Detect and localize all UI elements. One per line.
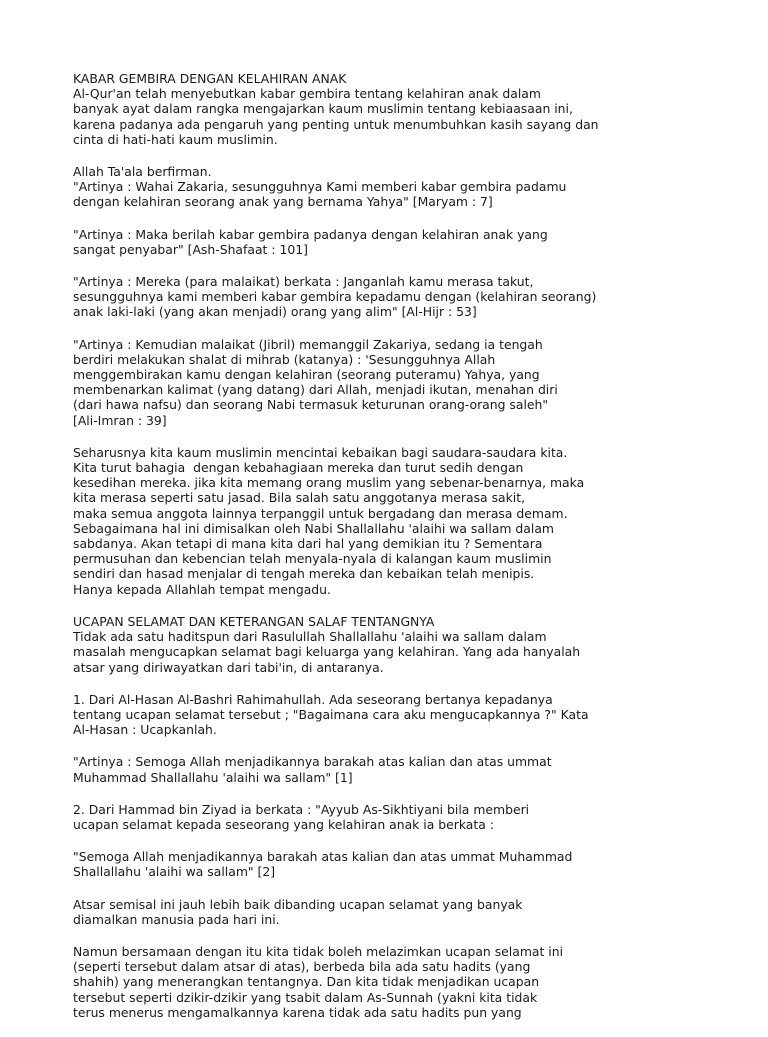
- text-line: Kita turut bahagia dengan kebahagiaan mereka dan turut sedih dengan: [73, 460, 524, 476]
- text-line: diamalkan manusia pada hari ini.: [73, 911, 280, 927]
- text-line: kesedihan mereka. jika kita memang orang muslim yang sebenar-benarnya, maka: [73, 475, 585, 491]
- text-line: sabdanya. Akan tetapi di mana kita dari hal yang demikian itu ? Sementara: [73, 536, 543, 552]
- document-page: [73, 71, 633, 1037]
- text-line: Namun bersamaan dengan itu kita tidak boleh melazimkan ucapan selamat ini: [73, 943, 564, 959]
- text-line: menggembirakan kamu dengan kelahiran (seorang puteramu) Yahya, yang: [73, 367, 540, 383]
- text-line: sangat penyabar" [Ash-Shafaat : 101]: [73, 241, 308, 257]
- paragraph-atsar-better: [73, 897, 633, 927]
- text-line: Allah Ta'ala berfirman.: [73, 164, 212, 180]
- text-line: sendiri dan hasad menjalar di tengah mereka dan kebaikan telah menipis.: [73, 566, 535, 582]
- paragraph-quote-ali-imran: [73, 337, 633, 428]
- text-line: Seharusnya kita kaum muslimin mencintai kebaikan bagi saudara-saudara kita.: [73, 444, 568, 460]
- text-line: Shallallahu 'alaihi wa sallam" [2]: [73, 864, 276, 880]
- text-line: Al-Qur'an telah menyebutkan kabar gembira tentang kelahiran anak dalam: [73, 86, 541, 102]
- text-line: kita merasa seperti satu jasad. Bila salah satu anggotanya merasa sakit,: [73, 490, 526, 506]
- text-line: shahih) yang menerangkan tentangnya. Dan kita tidak menjadikan ucapan: [73, 974, 540, 990]
- paragraph-quote-ash-shafaat: [73, 227, 633, 257]
- text-line: (seperti tersebut dalam atsar di atas), berbeda bila ada satu hadits (yang: [73, 959, 531, 975]
- paragraph-quote-al-hijr: [73, 274, 633, 320]
- paragraph-brotherhood: [73, 445, 633, 597]
- text-line: 2. Dari Hammad bin Ziyad ia berkata : "Ayyub As-Sikhtiyani bila memberi: [73, 801, 530, 817]
- section-heading: UCAPAN SELAMAT DAN KETERANGAN SALAF TENTANGNYA: [73, 613, 435, 629]
- text-line: permusuhan dan kebencian telah menyala-nyala di kalangan kaum muslimin: [73, 551, 552, 567]
- paragraph-not-obligatory: [73, 944, 633, 1020]
- text-line: membenarkan kalimat (yang datang) dari Allah, menjadi ikutan, menahan diri: [73, 382, 558, 398]
- text-line: anak laki-laki (yang akan menjadi) orang yang alim" [Al-Hijr : 53]: [73, 304, 477, 320]
- text-line: "Artinya : Mereka (para malaikat) berkata : Janganlah kamu merasa takut,: [73, 274, 534, 290]
- paragraph-quote-barakah-2: [73, 849, 633, 879]
- text-line: Hanya kepada Allahlah tempat mengadu.: [73, 581, 331, 597]
- text-line: (dari hawa nafsu) dan seorang Nabi termasuk keturunan orang-orang saleh": [73, 397, 549, 413]
- paragraph-quote-barakah-1: [73, 754, 633, 784]
- text-line: terus menerus mengamalkannya karena tidak ada satu hadits pun yang: [73, 1004, 522, 1020]
- text-line: cinta di hati-hati kaum muslimin.: [73, 131, 278, 147]
- text-line: sesungguhnya kami memberi kabar gembira kepadamu dengan (kelahiran seorang): [73, 289, 597, 305]
- text-line: ucapan selamat kepada seseorang yang kelahiran anak ia berkata :: [73, 816, 494, 832]
- text-line: 1. Dari Al-Hasan Al-Bashri Rahimahullah. Ada seseorang bertanya kepadanya: [73, 691, 553, 707]
- text-line: Sebagaimana hal ini dimisalkan oleh Nabi Shallallahu 'alaihi wa sallam dalam: [73, 520, 554, 536]
- paragraph-congratulation-heading: [73, 614, 633, 675]
- paragraph-quote-maryam: [73, 164, 633, 210]
- text-line: Al-Hasan : Ucapkanlah.: [73, 722, 217, 738]
- text-line: banyak ayat dalam rangka mengajarkan kaum muslimin tentang kebiaasaan ini,: [73, 101, 573, 117]
- text-line: "Semoga Allah menjadikannya barakah atas kalian dan atas ummat Muhammad: [73, 849, 573, 865]
- text-line: dengan kelahiran seorang anak yang bernama Yahya" [Maryam : 7]: [73, 194, 493, 210]
- text-line: tentang ucapan selamat tersebut ; "Bagaimana cara aku mengucapkannya ?" Kata: [73, 706, 589, 722]
- text-line: Muhammad Shallallahu 'alaihi wa sallam" [1]: [73, 769, 353, 785]
- text-line: [Ali-Imran : 39]: [73, 412, 167, 428]
- text-line: "Artinya : Semoga Allah menjadikannya barakah atas kalian dan atas ummat: [73, 754, 552, 770]
- paragraph-al-hasan: [73, 692, 633, 738]
- text-line: karena padanya ada pengaruh yang penting untuk menumbuhkan kasih sayang dan: [73, 116, 599, 132]
- text-line: Atsar semisal ini jauh lebih baik dibanding ucapan selamat yang banyak: [73, 896, 523, 912]
- section-heading: KABAR GEMBIRA DENGAN KELAHIRAN ANAK: [73, 71, 347, 86]
- text-line: "Artinya : Kemudian malaikat (Jibril) memanggil Zakariya, sedang ia tengah: [73, 336, 543, 352]
- text-line: Tidak ada satu haditspun dari Rasulullah Shallallahu 'alaihi wa sallam dalam: [73, 629, 547, 645]
- text-line: maka semua anggota lainnya terpanggil untuk bergadang dan merasa demam.: [73, 505, 568, 521]
- text-line: "Artinya : Maka berilah kabar gembira padanya dengan kelahiran anak yang: [73, 226, 548, 242]
- text-line: tersebut seperti dzikir-dzikir yang tsabit dalam As-Sunnah (yakni kita tidak: [73, 989, 538, 1005]
- text-line: "Artinya : Wahai Zakaria, sesungguhnya Kami memberi kabar gembira padamu: [73, 179, 567, 195]
- text-line: atsar yang diriwayatkan dari tabi'in, di antaranya.: [73, 659, 384, 675]
- paragraph-hammad: [73, 802, 633, 832]
- text-line: berdiri melakukan shalat di mihrab (katanya) : 'Sesungguhnya Allah: [73, 351, 496, 367]
- text-line: masalah mengucapkan selamat bagi keluarga yang kelahiran. Yang ada hanyalah: [73, 644, 581, 660]
- paragraph-birth-good-news: [73, 71, 633, 147]
